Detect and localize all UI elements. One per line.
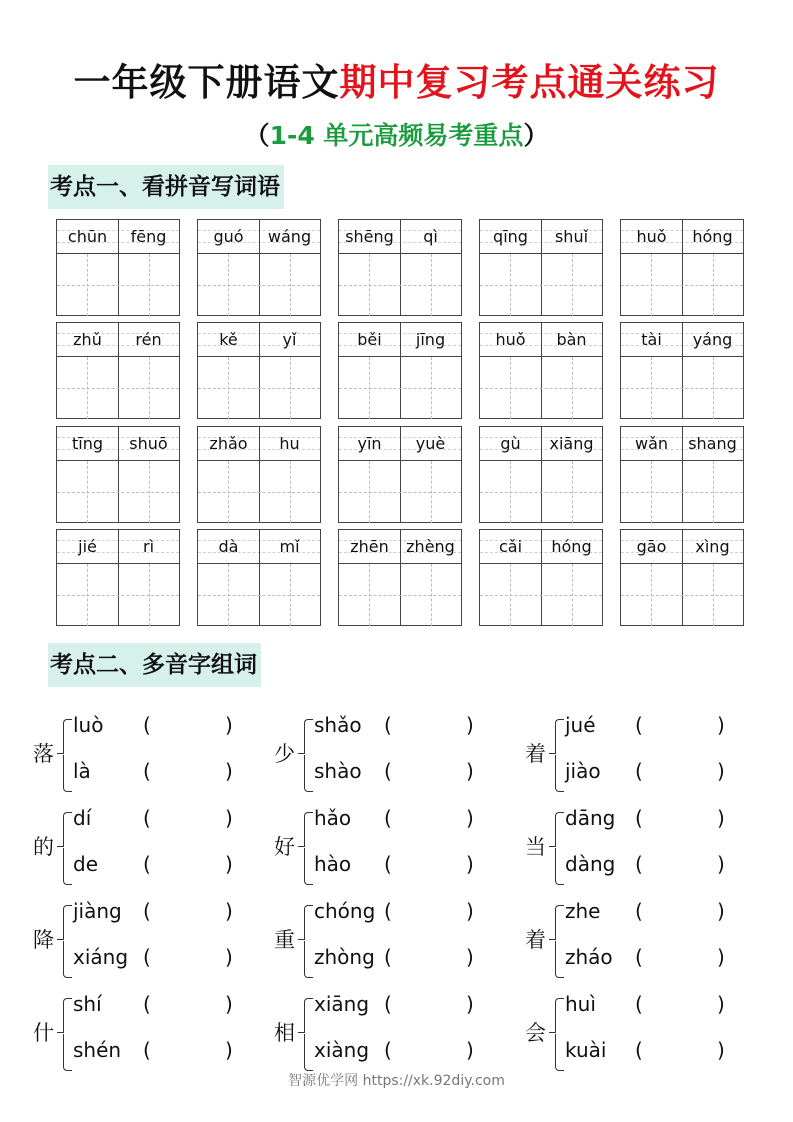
brace-line — [304, 848, 313, 885]
answer-open-paren: ( — [143, 713, 151, 737]
cell-divider — [682, 427, 683, 522]
pinyin-syllable: wǎn — [634, 434, 669, 453]
polyphone-item — [525, 804, 765, 896]
answer-close-paren: ) — [466, 899, 474, 923]
answer-close-paren: ) — [466, 852, 474, 876]
grid-row — [56, 426, 746, 524]
tianzige-guide — [87, 461, 88, 523]
brace-line — [555, 941, 564, 978]
polyphone-character: 相 — [274, 1021, 295, 1045]
reading-pinyin: xiáng — [73, 945, 129, 969]
tianzige-guide — [339, 388, 461, 389]
reading-pinyin: luò — [73, 713, 104, 737]
tianzige-guide — [87, 254, 88, 316]
cell-divider — [541, 323, 542, 418]
pinyin-syllable: hóng — [551, 537, 592, 556]
word-box[interactable] — [620, 322, 744, 419]
pinyin-syllable: qì — [423, 227, 438, 246]
pinyin-syllable: qīng — [493, 227, 528, 246]
answer-close-paren: ) — [717, 945, 725, 969]
footer-watermark: 智源优学网 https://xk.92diy.com — [288, 1073, 505, 1089]
reading-pinyin: zháo — [565, 945, 613, 969]
polyphone-item — [525, 711, 765, 803]
answer-open-paren: ( — [143, 806, 151, 830]
cell-divider — [682, 530, 683, 625]
answer-close-paren: ) — [225, 1038, 233, 1062]
answer-open-paren: ( — [635, 945, 643, 969]
tianzige-guide — [369, 461, 370, 523]
tianzige-guide — [431, 564, 432, 626]
pinyin-syllable: huǒ — [636, 227, 667, 246]
tianzige-guide — [480, 388, 602, 389]
reading-pinyin: de — [73, 852, 98, 876]
reading-pinyin: shí — [73, 992, 102, 1016]
word-box[interactable] — [338, 426, 462, 523]
tianzige-guide — [651, 254, 652, 316]
polyphone-item — [33, 897, 273, 989]
tianzige-guide — [651, 564, 652, 626]
reading-pinyin: kuài — [565, 1038, 607, 1062]
polyphone-character: 落 — [33, 742, 54, 766]
cell-divider — [259, 323, 260, 418]
pinyin-syllable: mǐ — [279, 537, 300, 556]
pinyin-syllable: shēng — [345, 227, 394, 246]
word-box[interactable] — [338, 322, 462, 419]
pinyin-syllable: běi — [357, 330, 382, 349]
grid-row — [56, 219, 746, 317]
answer-close-paren: ) — [466, 992, 474, 1016]
tianzige-guide — [621, 492, 743, 493]
tianzige-guide — [713, 461, 714, 523]
pinyin-syllable: shuō — [129, 434, 168, 453]
reading-pinyin: dāng — [565, 806, 616, 830]
pinyin-syllable: rén — [135, 330, 162, 349]
cell-divider — [118, 323, 119, 418]
answer-open-paren: ( — [384, 899, 392, 923]
answer-open-paren: ( — [635, 713, 643, 737]
answer-close-paren: ) — [466, 713, 474, 737]
pinyin-syllable: hóng — [692, 227, 733, 246]
cell-divider — [118, 530, 119, 625]
word-box[interactable] — [479, 219, 603, 316]
answer-close-paren: ) — [466, 806, 474, 830]
cell-divider — [400, 530, 401, 625]
tianzige-guide — [621, 388, 743, 389]
brace-line — [298, 753, 305, 754]
reading-pinyin: dí — [73, 806, 92, 830]
polyphone-character: 重 — [274, 928, 295, 952]
polyphone-item — [274, 990, 514, 1082]
reading-pinyin: zhe — [565, 899, 601, 923]
polyphone-item — [274, 804, 514, 896]
brace-line — [549, 939, 556, 940]
title-main: 一年级下册语文 — [73, 61, 340, 104]
tianzige-guide — [57, 595, 179, 596]
polyphone-item — [33, 711, 273, 803]
answer-open-paren: ( — [384, 945, 392, 969]
answer-close-paren: ) — [466, 945, 474, 969]
page-subtitle — [0, 116, 793, 152]
answer-close-paren: ) — [225, 992, 233, 1016]
tianzige-guide — [290, 357, 291, 419]
pinyin-syllable: bàn — [556, 330, 587, 349]
pinyin-syllable: chūn — [67, 227, 108, 246]
tianzige-guide — [149, 357, 150, 419]
answer-open-paren: ( — [143, 759, 151, 783]
tianzige-guide — [480, 595, 602, 596]
polyphone-character: 当 — [525, 835, 546, 859]
word-box[interactable] — [197, 322, 321, 419]
answer-close-paren: ) — [225, 759, 233, 783]
brace-line — [57, 939, 64, 940]
pinyin-syllable: gù — [500, 434, 521, 453]
brace-line — [298, 1032, 305, 1033]
answer-close-paren: ) — [717, 1038, 725, 1062]
pinyin-syllable: xìng — [695, 537, 730, 556]
answer-close-paren: ) — [466, 1038, 474, 1062]
word-box[interactable] — [620, 529, 744, 626]
answer-open-paren: ( — [384, 806, 392, 830]
title-highlight: 期中复习考点通关练习 — [339, 61, 720, 104]
pinyin-syllable: kě — [219, 330, 238, 349]
tianzige-guide — [369, 357, 370, 419]
tianzige-guide — [198, 388, 320, 389]
cell-divider — [682, 323, 683, 418]
tianzige-guide — [87, 564, 88, 626]
brace-line — [555, 812, 564, 847]
pinyin-syllable: jīng — [415, 330, 446, 349]
reading-pinyin: shào — [314, 759, 362, 783]
brace-line — [304, 941, 313, 978]
section-one-title: 考点一、看拼音写词语 — [48, 165, 284, 209]
tianzige-guide — [198, 492, 320, 493]
brace-line — [304, 1034, 313, 1071]
brace-line — [555, 905, 564, 940]
answer-open-paren: ( — [143, 945, 151, 969]
answer-open-paren: ( — [384, 852, 392, 876]
answer-open-paren: ( — [143, 992, 151, 1016]
tianzige-guide — [87, 357, 88, 419]
tianzige-guide — [339, 285, 461, 286]
reading-pinyin: xiāng — [314, 992, 370, 1016]
reading-pinyin: jiào — [565, 759, 601, 783]
cell-divider — [259, 530, 260, 625]
pinyin-syllable: zhǔ — [73, 330, 102, 349]
cell-divider — [259, 427, 260, 522]
answer-open-paren: ( — [384, 1038, 392, 1062]
tianzige-guide — [339, 595, 461, 596]
answer-close-paren: ) — [717, 992, 725, 1016]
word-box[interactable] — [56, 529, 180, 626]
brace-line — [555, 1034, 564, 1071]
reading-pinyin: zhòng — [314, 945, 375, 969]
pinyin-syllable: wáng — [267, 227, 312, 246]
answer-open-paren: ( — [384, 713, 392, 737]
tianzige-guide — [228, 564, 229, 626]
cell-divider — [118, 220, 119, 315]
reading-pinyin: hào — [314, 852, 352, 876]
tianzige-guide — [198, 285, 320, 286]
reading-pinyin: hǎo — [314, 806, 352, 830]
answer-close-paren: ) — [717, 899, 725, 923]
word-box[interactable] — [338, 529, 462, 626]
answer-close-paren: ) — [225, 806, 233, 830]
tianzige-guide — [149, 461, 150, 523]
tianzige-guide — [228, 357, 229, 419]
pinyin-syllable: dà — [218, 537, 239, 556]
reading-pinyin: shǎo — [314, 713, 362, 737]
tianzige-guide — [149, 564, 150, 626]
pinyin-syllable: zhǎo — [209, 434, 248, 453]
polyphone-character: 会 — [525, 1021, 546, 1045]
grid-row — [56, 322, 746, 420]
pinyin-syllable: xiāng — [549, 434, 594, 453]
tianzige-guide — [290, 254, 291, 316]
answer-close-paren: ) — [717, 759, 725, 783]
brace-line — [549, 846, 556, 847]
tianzige-guide — [510, 461, 511, 523]
brace-line — [549, 753, 556, 754]
tianzige-guide — [369, 564, 370, 626]
pinyin-syllable: rì — [142, 537, 155, 556]
brace-line — [63, 998, 72, 1033]
tianzige-guide — [290, 461, 291, 523]
tianzige-guide — [369, 254, 370, 316]
brace-line — [555, 719, 564, 754]
answer-open-paren: ( — [635, 992, 643, 1016]
brace-line — [555, 848, 564, 885]
subtitle-close-paren: ） — [523, 121, 549, 150]
brace-line — [304, 755, 313, 792]
tianzige-guide — [510, 254, 511, 316]
reading-pinyin: huì — [565, 992, 596, 1016]
tianzige-guide — [572, 357, 573, 419]
tianzige-guide — [228, 254, 229, 316]
answer-open-paren: ( — [635, 759, 643, 783]
polyphone-item — [33, 804, 273, 896]
pinyin-syllable: yīn — [357, 434, 382, 453]
polyphone-character: 好 — [274, 835, 295, 859]
answer-close-paren: ) — [717, 852, 725, 876]
brace-line — [304, 998, 313, 1033]
page-title — [0, 52, 793, 106]
cell-divider — [541, 220, 542, 315]
cell-divider — [259, 220, 260, 315]
brace-line — [63, 848, 72, 885]
word-box[interactable] — [56, 426, 180, 523]
tianzige-guide — [572, 254, 573, 316]
polyphone-item — [274, 897, 514, 989]
word-box[interactable] — [338, 219, 462, 316]
pinyin-syllable: zhèng — [406, 537, 455, 556]
pinyin-syllable: guó — [213, 227, 244, 246]
brace-line — [63, 755, 72, 792]
word-box[interactable] — [620, 219, 744, 316]
reading-pinyin: dàng — [565, 852, 616, 876]
word-box[interactable] — [56, 219, 180, 316]
answer-close-paren: ) — [225, 713, 233, 737]
grid-row — [56, 529, 746, 627]
brace-line — [63, 812, 72, 847]
tianzige-guide — [621, 285, 743, 286]
polyphone-character: 降 — [33, 928, 54, 952]
cell-divider — [541, 427, 542, 522]
answer-open-paren: ( — [635, 1038, 643, 1062]
reading-pinyin: chóng — [314, 899, 376, 923]
tianzige-guide — [57, 492, 179, 493]
pinyin-syllable: zhēn — [350, 537, 389, 556]
polyphone-character: 什 — [33, 1021, 54, 1045]
pinyin-syllable: tài — [641, 330, 662, 349]
polyphone-item — [274, 711, 514, 803]
answer-close-paren: ) — [225, 945, 233, 969]
brace-line — [298, 846, 305, 847]
pinyin-syllable: shang — [688, 434, 737, 453]
polyphone-character: 少 — [274, 742, 295, 766]
tianzige-guide — [621, 595, 743, 596]
answer-close-paren: ) — [466, 759, 474, 783]
tianzige-guide — [510, 357, 511, 419]
pinyin-syllable: yǐ — [282, 330, 297, 349]
tianzige-guide — [290, 564, 291, 626]
pinyin-syllable: gāo — [636, 537, 667, 556]
brace-line — [57, 1032, 64, 1033]
answer-close-paren: ) — [717, 806, 725, 830]
brace-line — [63, 1034, 72, 1071]
brace-line — [304, 719, 313, 754]
answer-close-paren: ) — [717, 713, 725, 737]
brace-line — [63, 941, 72, 978]
tianzige-guide — [431, 254, 432, 316]
pinyin-syllable: hu — [279, 434, 300, 453]
tianzige-guide — [713, 254, 714, 316]
brace-line — [304, 812, 313, 847]
tianzige-guide — [228, 461, 229, 523]
pinyin-syllable: fēng — [130, 227, 167, 246]
pinyin-syllable: shuǐ — [554, 227, 589, 246]
answer-open-paren: ( — [635, 806, 643, 830]
polyphone-character: 的 — [33, 835, 54, 859]
word-box[interactable] — [479, 322, 603, 419]
tianzige-guide — [651, 357, 652, 419]
tianzige-guide — [339, 492, 461, 493]
answer-close-paren: ) — [225, 852, 233, 876]
word-box[interactable] — [56, 322, 180, 419]
word-box[interactable] — [197, 426, 321, 523]
tianzige-guide — [431, 461, 432, 523]
reading-pinyin: xiàng — [314, 1038, 370, 1062]
answer-open-paren: ( — [635, 899, 643, 923]
answer-open-paren: ( — [143, 899, 151, 923]
word-box[interactable] — [620, 426, 744, 523]
pinyin-syllable: yuè — [415, 434, 446, 453]
tianzige-guide — [149, 254, 150, 316]
cell-divider — [682, 220, 683, 315]
polyphone-item — [525, 897, 765, 989]
cell-divider — [541, 530, 542, 625]
tianzige-guide — [480, 285, 602, 286]
polyphone-character: 着 — [525, 928, 546, 952]
brace-line — [549, 1032, 556, 1033]
tianzige-guide — [57, 388, 179, 389]
subtitle-text: 1-4 单元高频易考重点 — [269, 121, 524, 150]
cell-divider — [118, 427, 119, 522]
brace-line — [63, 905, 72, 940]
answer-open-paren: ( — [143, 1038, 151, 1062]
polyphone-item — [525, 990, 765, 1082]
word-box[interactable] — [197, 219, 321, 316]
brace-line — [555, 998, 564, 1033]
answer-close-paren: ) — [225, 899, 233, 923]
answer-open-paren: ( — [143, 852, 151, 876]
tianzige-guide — [510, 564, 511, 626]
word-box[interactable] — [479, 529, 603, 626]
pinyin-syllable: cǎi — [498, 537, 523, 556]
section-two-title: 考点二、多音字组词 — [48, 643, 261, 687]
tianzige-guide — [198, 595, 320, 596]
reading-pinyin: shén — [73, 1038, 122, 1062]
pinyin-syllable: huǒ — [495, 330, 526, 349]
cell-divider — [400, 323, 401, 418]
tianzige-guide — [480, 492, 602, 493]
brace-line — [304, 905, 313, 940]
answer-open-paren: ( — [384, 992, 392, 1016]
tianzige-guide — [713, 564, 714, 626]
polyphone-item — [33, 990, 273, 1082]
reading-pinyin: jiàng — [73, 899, 122, 923]
pinyin-syllable: tīng — [71, 434, 103, 453]
brace-line — [57, 753, 64, 754]
tianzige-guide — [713, 357, 714, 419]
cell-divider — [400, 427, 401, 522]
tianzige-guide — [651, 461, 652, 523]
word-box[interactable] — [479, 426, 603, 523]
subtitle-open-paren: （ — [244, 121, 270, 150]
pinyin-syllable: yáng — [692, 330, 733, 349]
tianzige-guide — [431, 357, 432, 419]
reading-pinyin: jué — [565, 713, 596, 737]
word-box[interactable] — [197, 529, 321, 626]
brace-line — [57, 846, 64, 847]
answer-open-paren: ( — [384, 759, 392, 783]
tianzige-guide — [572, 564, 573, 626]
cell-divider — [400, 220, 401, 315]
reading-pinyin: là — [73, 759, 91, 783]
brace-line — [298, 939, 305, 940]
tianzige-guide — [572, 461, 573, 523]
answer-open-paren: ( — [635, 852, 643, 876]
brace-line — [555, 755, 564, 792]
tianzige-guide — [57, 285, 179, 286]
brace-line — [63, 719, 72, 754]
pinyin-syllable: jié — [78, 537, 97, 556]
polyphone-character: 着 — [525, 742, 546, 766]
